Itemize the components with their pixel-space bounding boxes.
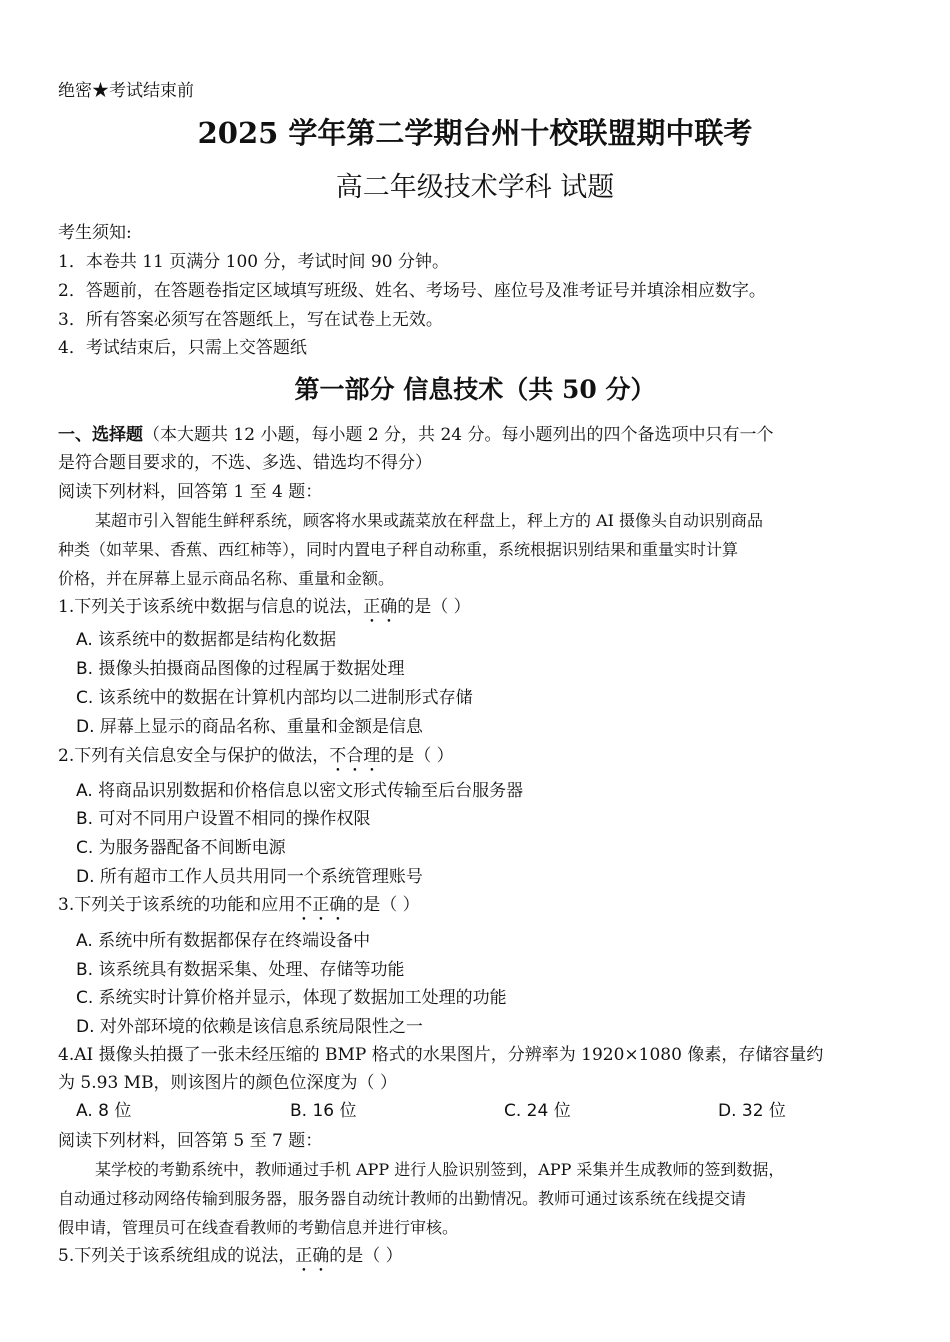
material-text: 某超市引入智能生鲜秤系统，顾客将水果或蔬菜放在秤盘上，秤上方的 AI 摄像头自动识别商品	[95, 511, 764, 530]
answer-option: D. 屏幕上显示的商品名称、重量和金额是信息	[76, 717, 423, 737]
material-text: 种类（如苹果、香蕉、西红柿等），同时内置电子秤自动称重，系统根据识别结果和重量实时计算	[58, 540, 739, 559]
answer-option: A. 该系统中的数据都是结构化数据	[76, 630, 337, 650]
answer-option: B. 16 位	[290, 1101, 357, 1121]
question-stem: 4.AI 摄像头拍摄了一张未经压缩的 BMP 格式的水果图片，分辨率为 1920×1080 像素，存储容量约	[58, 1045, 824, 1065]
material-text: 价格，并在屏幕上显示商品名称、重量和金额。	[58, 569, 395, 588]
answer-option: B. 摄像头拍摄商品图像的过程属于数据处理	[76, 659, 405, 679]
question-stem: 为 5.93 MB，则该图片的颜色位深度为（ ）	[58, 1073, 397, 1093]
section-instructions	[58, 424, 774, 446]
stem-text: 1.下列关于该系统中数据与信息的说法，	[58, 597, 364, 617]
material-text: 假申请，管理员可在线查看教师的考勤信息并进行审核。	[58, 1218, 459, 1237]
notice-item: 2．答题前，在答题卷指定区域填写班级、姓名、考场号、座位号及准考证号并填涂相应数字。	[58, 281, 766, 301]
answer-option: A. 将商品识别数据和价格信息以密文形式传输至后台服务器	[76, 781, 524, 801]
stem-text: 的是（ ）	[397, 597, 471, 617]
answer-option: B. 可对不同用户设置不相同的操作权限	[76, 809, 371, 829]
answer-option: C. 24 位	[504, 1101, 571, 1121]
stem-text: 的是（ ）	[346, 895, 420, 915]
stem-text: 5.下列关于该系统组成的说法，	[58, 1246, 296, 1266]
section-desc-cont: 是符合题目要求的，不选、多选、错选均不得分）	[58, 453, 432, 473]
notice-item: 3．所有答案必须写在答题纸上，写在试卷上无效。	[58, 310, 443, 330]
stem-emphasis: 不合理	[329, 746, 381, 766]
notice-item: 4．考试结束后，只需上交答题纸	[58, 338, 307, 358]
question-stem	[58, 894, 420, 925]
answer-option: D. 32 位	[718, 1101, 786, 1121]
exam-subtitle: 高二年级技术学科 试题	[335, 172, 615, 203]
stem-text: 3.下列关于该系统的功能和应用	[58, 895, 296, 915]
material-text: 自动通过移动网络传输到服务器，服务器自动统计教师的出勤情况。教师可通过该系统在线提交请	[58, 1189, 747, 1208]
stem-text: 的是（ ）	[329, 1246, 403, 1266]
material-intro: 阅读下列材料，回答第 5 至 7 题：	[58, 1131, 323, 1151]
stem-text: 2.下列有关信息安全与保护的做法，	[58, 746, 330, 766]
question-stem	[58, 745, 454, 776]
answer-option: A. 系统中所有数据都保存在终端设备中	[76, 931, 371, 951]
answer-option: C. 系统实时计算价格并显示，体现了数据加工处理的功能	[76, 988, 507, 1008]
answer-option: C. 为服务器配备不间断电源	[76, 838, 286, 858]
question-stem	[58, 1245, 403, 1276]
answer-option: A. 8 位	[76, 1101, 132, 1121]
secret-label: 绝密★考试结束前	[58, 81, 194, 101]
answer-option: D. 对外部环境的依赖是该信息系统局限性之一	[76, 1017, 423, 1037]
stem-emphasis: 不正确	[295, 895, 347, 915]
answer-option: B. 该系统具有数据采集、处理、存储等功能	[76, 960, 405, 980]
section-label: 一、选择题	[58, 425, 143, 445]
answer-option: C. 该系统中的数据在计算机内部均以二进制形式存储	[76, 688, 473, 708]
notice-heading: 考生须知:	[58, 223, 132, 243]
stem-emphasis: 正确	[295, 1246, 330, 1266]
section-desc: （本大题共 12 小题，每小题 2 分，共 24 分。每小题列出的四个备选项中只有一个	[143, 425, 774, 445]
answer-option: D. 所有超市工作人员共用同一个系统管理账号	[76, 867, 423, 887]
notice-item: 1．本卷共 11 页满分 100 分，考试时间 90 分钟。	[58, 252, 449, 272]
question-stem	[58, 596, 471, 627]
exam-title: 2025 学年第二学期台州十校联盟期中联考	[197, 116, 753, 150]
material-text: 某学校的考勤系统中，教师通过手机 APP 进行人脸识别签到，APP 采集并生成教师的签到数据，	[95, 1160, 785, 1179]
stem-emphasis: 正确	[363, 597, 398, 617]
part-title: 第一部分 信息技术（共 50 分）	[294, 375, 656, 404]
material-intro: 阅读下列材料，回答第 1 至 4 题：	[58, 482, 323, 502]
stem-text: 的是（ ）	[380, 746, 454, 766]
